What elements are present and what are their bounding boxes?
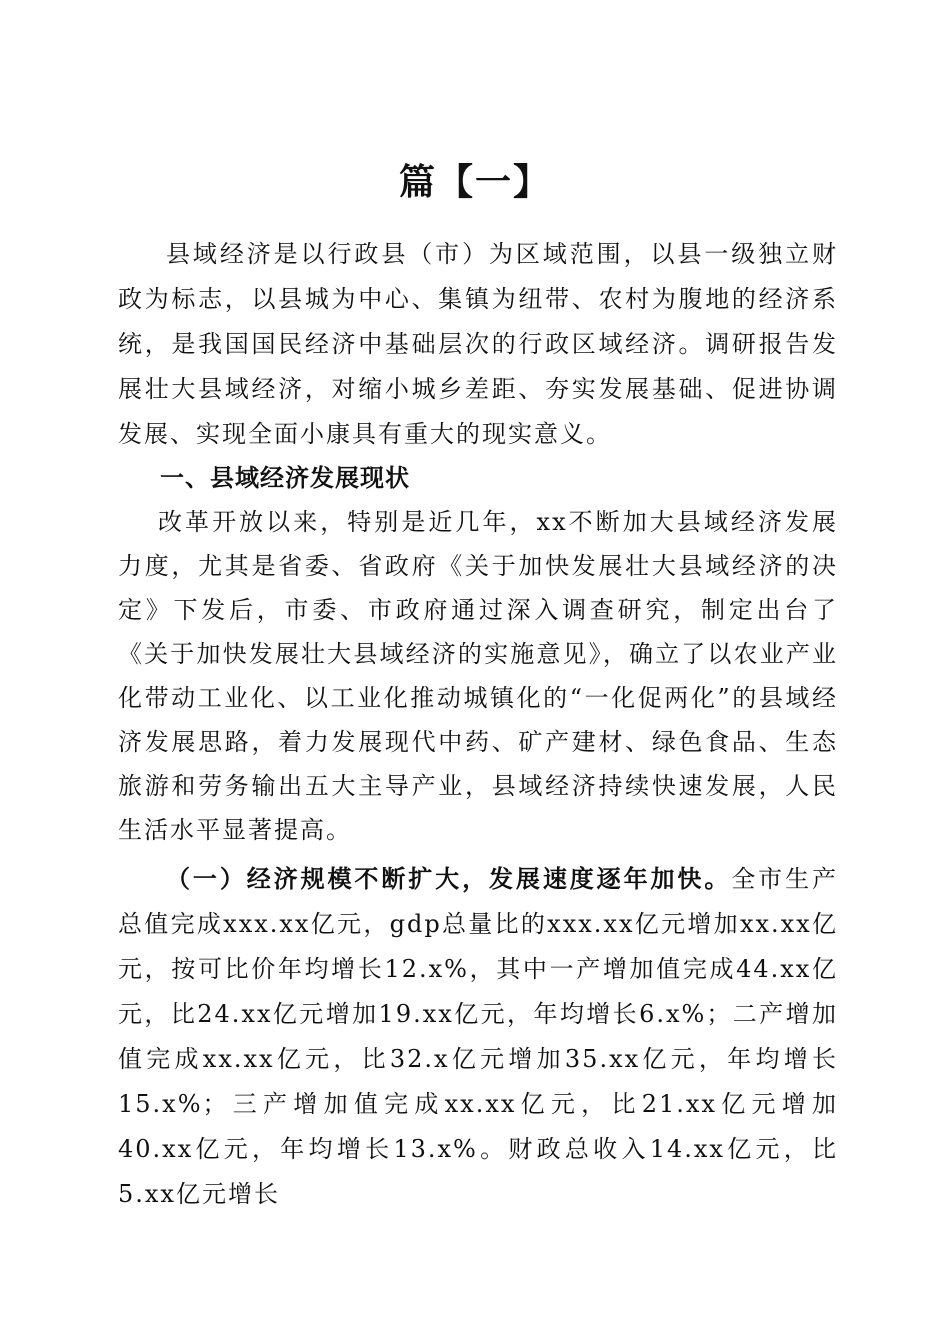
status-paragraph: 改革开放以来，特别是近几年，xx不断加大县域经济发展力度，尤其是省委、省政府《关于加快发展壮大县域经济的决定》下发后，市委、市政府通过深入调查研究，制定出台了《关于加快发展壮大县域经济的实施意见》，确立了以农业产业化带动工业化、以工业化推动城镇化的“一化促两化”的县域经济发展思路，着力发展现代中药、矿产建材、绿色食品、生态旅游和劳务输出五大主导产业，县域经济持续快速发展，人民生活水平显著提高。 xyxy=(118,508,838,844)
section-heading-status: 一、县域经济发展现状 xyxy=(160,464,410,492)
economy-scale-paragraph xyxy=(118,856,838,1217)
document-title: 篇【一】 xyxy=(398,161,551,204)
intro-paragraph: 县域经济是以行政县（市）为区域范围，以县一级独立财政为标志，以县城为中心、集镇为纽带、农村为腹地的经济系统，是我国国民经济中基础层次的行政区域经济。调研报告发展壮大县域经济，对缩小城乡差距、夯实发展基础、促进协调发展、实现全面小康具有重大的现实意义。 xyxy=(118,240,838,448)
subsection-body: 全市生产总值完成xxx.xx亿元，gdp总量比的xxx.xx亿元增加xx.xx亿元，按可比价年均增长12.x%，其中一产增加值完成44.xx亿元，比24.xx亿元增加19.xx亿元，年均增长6.x%；二产增加值完成xx.xx亿元，比32.x亿元增加35.xx亿元，年均增长15.x%；三产增加值完成xx.xx亿元，比21.xx亿元增加40.xx亿元，年均增长13.x%。财政总收入14.xx亿元，比5.xx亿元增长 xyxy=(118,865,838,1208)
subsection-lead: （一）经济规模不断扩大，发展速度逐年加快。 xyxy=(166,864,732,893)
